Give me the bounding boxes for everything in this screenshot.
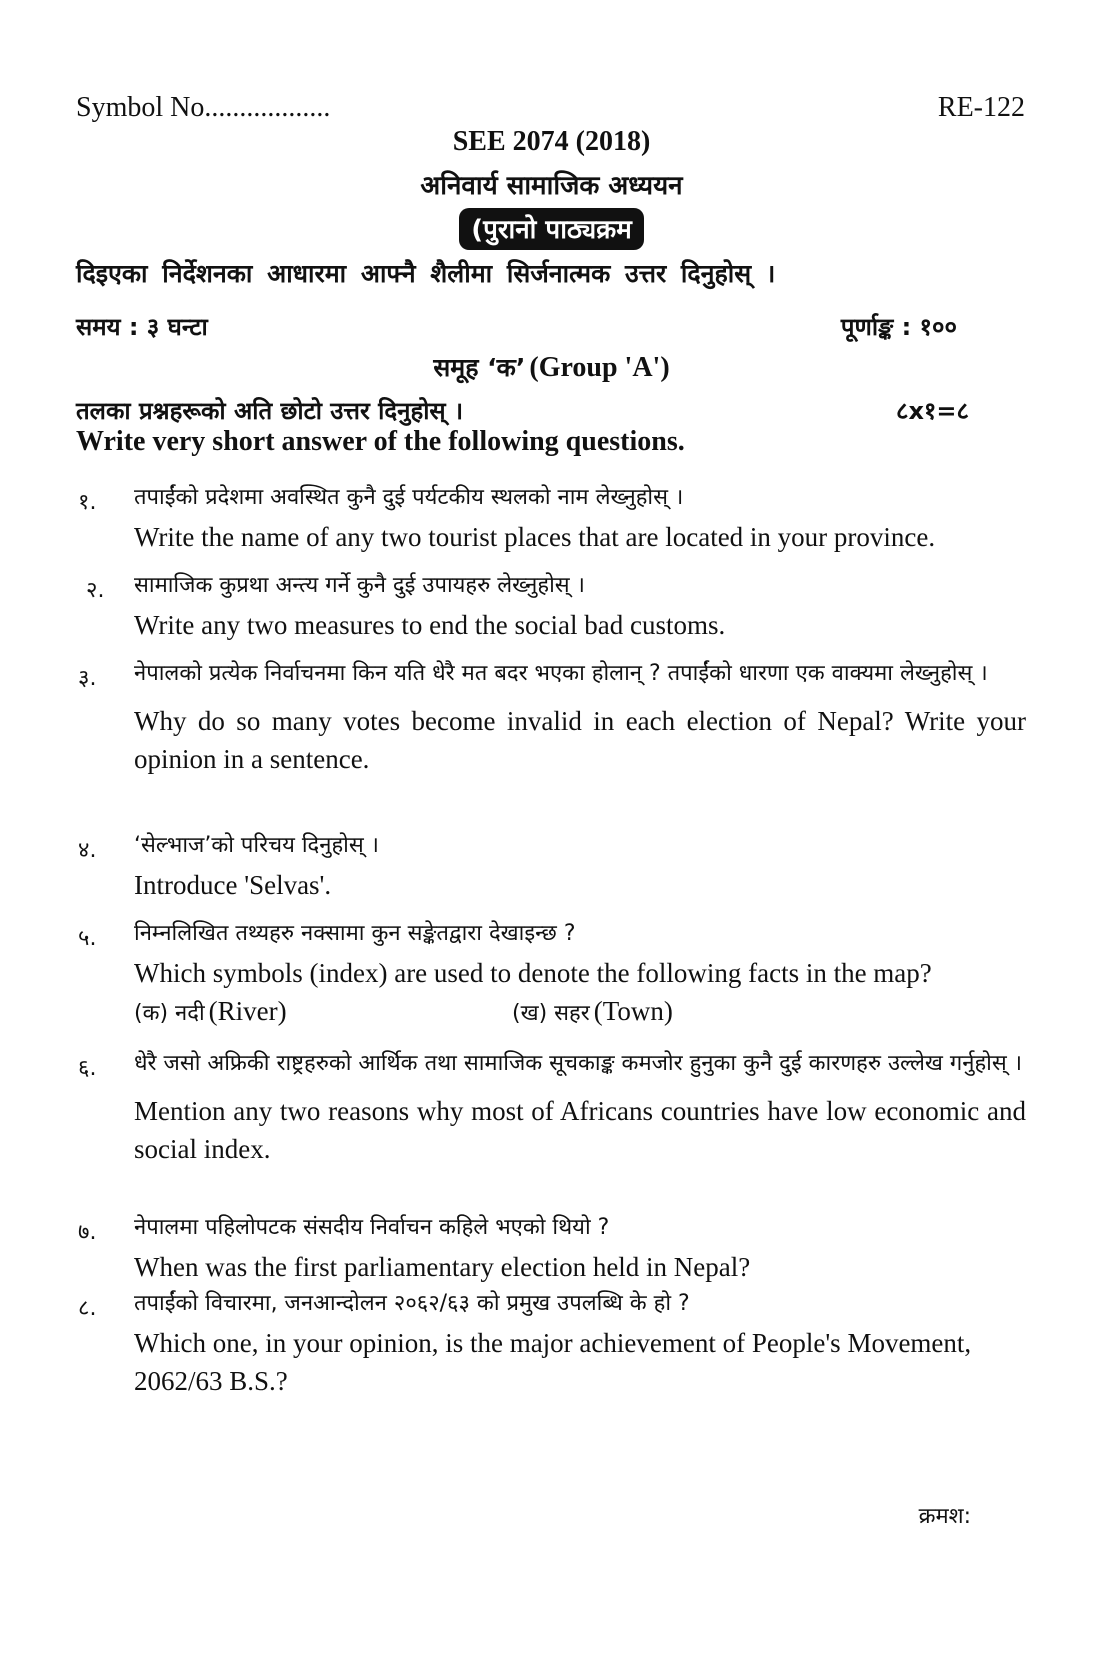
exam-title: SEE 2074 (2018) (452, 126, 651, 157)
question-text-np: नेपालको प्रत्येक निर्वाचनमा किन यति धेरै मत बदर भएका होलान् ? तपाईंको धारणा एक वाक्यमा लेख्नुहोस् । (134, 661, 988, 686)
question-text-en: Why do so many votes become invalid in each election of Nepal? Write your opinion in a sentence. (134, 706, 1026, 774)
group-instruction-en: Write very short answer of the following questions. (76, 426, 685, 457)
question-3 (134, 654, 1026, 778)
continued-note: क्रमश: (918, 1504, 971, 1529)
question-text-en: Mention any two reasons why most of Africans countries have low economic and social index. (134, 1096, 1026, 1164)
question-number: ६. (78, 1056, 97, 1081)
question-text-np: निम्नलिखित तथ्यहरु नक्सामा कुन सङ्केतद्वारा देखाइन्छ ? (134, 921, 576, 946)
group-heading (0, 350, 1103, 384)
question-text-np: सामाजिक कुप्रथा अन्त्य गर्ने कुनै दुई उपायहरु लेख्नुहोस् । (134, 573, 585, 598)
question-text-en: Which one, in your opinion, is the major achievement of People's Movement, 2062/63 B.S.? (134, 1328, 972, 1396)
question-text-en: When was the first parliamentary election held in Nepal? (134, 1252, 751, 1282)
question-number: ७. (78, 1220, 97, 1245)
question-text-en: Introduce 'Selvas'. (134, 870, 332, 900)
question-number: ८. (78, 1296, 97, 1321)
group-title-en: (Group 'A') (529, 352, 670, 383)
symbol-number: Symbol No.................. (76, 92, 331, 123)
question-text-en: Which symbols (index) are used to denote the following facts in the map? (134, 958, 932, 988)
paper-code: RE-122 (937, 92, 1025, 123)
group-title-np: समूह ‘क’ (433, 353, 526, 382)
group-instruction-np: तलका प्रश्नहरूको अति छोटो उत्तर दिनुहोस् । (76, 397, 464, 425)
question-number: ३. (78, 666, 97, 691)
question-7 (134, 1208, 1026, 1286)
time-allowed: समय : ३ घन्टा (76, 313, 208, 341)
option-label-np: (क) नदी (134, 1001, 205, 1026)
question-2 (134, 566, 1026, 644)
question-6 (134, 1044, 1026, 1168)
subject-title: अनिवार्य सामाजिक अध्ययन (420, 171, 683, 201)
option-label-en: (River) (208, 996, 287, 1026)
question-5 (134, 914, 1026, 1032)
question-number: २. (86, 578, 105, 603)
general-instruction: दिइएका निर्देशनका आधारमा आफ्नै शैलीमा सिर्जनात्मक उत्तर दिनुहोस् । (76, 259, 776, 288)
map-options (134, 992, 1026, 1032)
group-marks: ८x१=८ (895, 397, 969, 425)
question-text-np: ‘सेल्भाज’को परिचय दिनुहोस् । (134, 833, 380, 858)
question-text-en: Write any two measures to end the social bad customs. (134, 610, 726, 640)
question-text-np: तपाईंको प्रदेशमा अवस्थित कुनै दुई पर्यटकीय स्थलको नाम लेख्नुहोस् । (134, 485, 684, 510)
question-4 (134, 826, 1026, 904)
question-number: ५. (78, 926, 97, 951)
option-river (134, 992, 287, 1034)
option-label-np: (ख) सहर (512, 1001, 590, 1026)
syllabus-badge: (पुरानो पाठ्यक्रम (459, 208, 644, 250)
option-label-en: (Town) (593, 996, 673, 1026)
syllabus-row (0, 208, 1103, 250)
question-1 (134, 478, 1026, 556)
question-text-np: तपाईंको विचारमा, जनआन्दोलन २०६२/६३ को प्रमुख उपलब्धि के हो ? (134, 1291, 690, 1316)
question-text-en: Write the name of any two tourist places that are located in your province. (134, 522, 936, 552)
option-town (512, 992, 673, 1034)
question-text-np: नेपालमा पहिलोपटक संसदीय निर्वाचन कहिले भएको थियो ? (134, 1215, 610, 1240)
question-number: ४. (78, 838, 97, 863)
question-8 (134, 1284, 1026, 1400)
question-text-np: धेरै जसो अफ्रिकी राष्ट्रहरुको आर्थिक तथा सामाजिक सूचकाङ्क कमजोर हुनुका कुनै दुई कारणहरु उल्लेख गर्नुहोस् । (134, 1051, 1023, 1076)
question-number: १. (78, 490, 97, 515)
full-marks: पूर्णाङ्क : १०० (840, 313, 957, 341)
